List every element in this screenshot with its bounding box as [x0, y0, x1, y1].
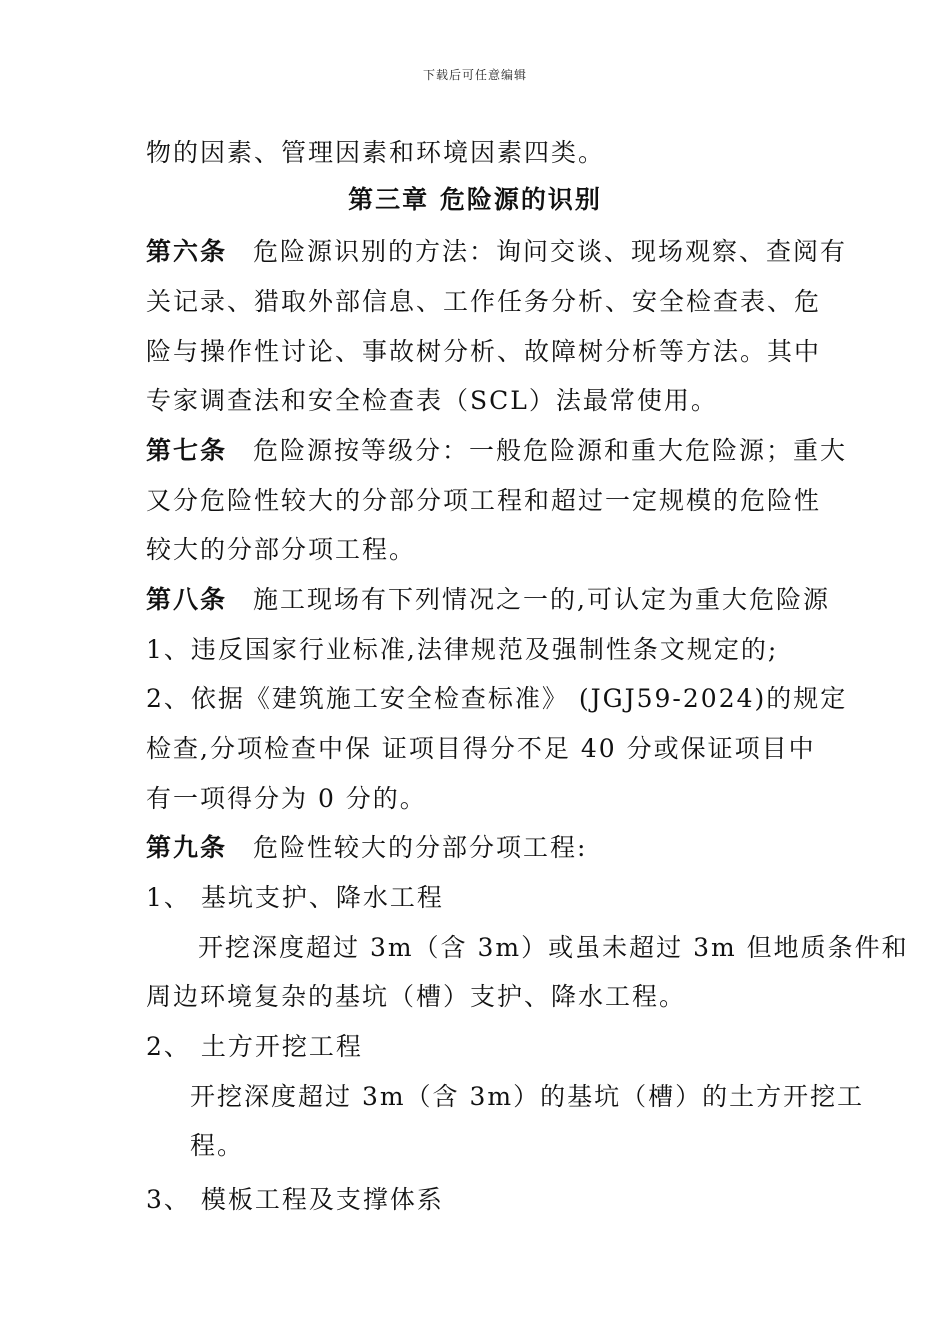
article-8-line-4: 检查,分项检查中保 证项目得分不足 40 分或保证项目中	[146, 734, 816, 763]
article-8-label: 第八条	[146, 585, 228, 614]
article-8-text: 施工现场有下列情况之一的,可认定为重大危险源	[253, 585, 830, 614]
article-6-text: 危险源识别的方法：询问交谈、现场观察、查阅有	[253, 237, 848, 266]
item-2-line-1: 开挖深度超过 3m（含 3m）的基坑（槽）的土方开挖工	[190, 1082, 865, 1111]
item-1-heading: 1、 基坑支护、降水工程	[146, 883, 444, 912]
item-3-heading: 3、 模板工程及支撑体系	[146, 1185, 444, 1214]
item-2-line-2: 程。	[190, 1131, 245, 1160]
article-6-line-3: 险与操作性讨论、事故树分析、故障树分析等方法。其中	[146, 337, 822, 366]
article-7-line-1	[146, 434, 847, 468]
page-header: 下载后可任意编辑	[422, 68, 527, 82]
article-7-text: 危险源按等级分：一般危险源和重大危险源；重大	[253, 436, 848, 465]
article-8-line-3: 2、依据《建筑施工安全检查标准》 (JGJ59-2024)的规定	[146, 684, 848, 713]
article-7-line-2: 又分危险性较大的分部分项工程和超过一定规模的危险性	[146, 486, 822, 515]
article-9-line-1	[146, 831, 587, 865]
continuation-line: 物的因素、管理因素和环境因素四类。	[146, 138, 606, 167]
article-6-line-1	[146, 235, 847, 269]
article-9-intro: 危险性较大的分部分项工程:	[253, 833, 588, 862]
item-2-heading: 2、 土方开挖工程	[146, 1032, 363, 1061]
article-6-line-4: 专家调查法和安全检查表（SCL）法最常使用。	[146, 386, 718, 415]
article-6-line-2: 关记录、猎取外部信息、工作任务分析、安全检查表、危	[146, 287, 822, 316]
article-9-label: 第九条	[146, 833, 228, 862]
chapter-title: 第三章 危险源的识别	[348, 185, 602, 214]
article-8-line-5: 有一项得分为 0 分的。	[146, 784, 427, 813]
article-8-line-1	[146, 583, 830, 617]
item-1-line-1: 开挖深度超过 3m（含 3m）或虽未超过 3m 但地质条件和	[198, 933, 909, 962]
article-7-line-3: 较大的分部分项工程。	[146, 535, 417, 564]
item-1-line-2: 周边环境复杂的基坑（槽）支护、降水工程。	[146, 982, 687, 1011]
article-8-line-2: 1、违反国家行业标准,法律规范及强制性条文规定的;	[146, 635, 779, 664]
article-6-label: 第六条	[146, 237, 228, 266]
article-7-label: 第七条	[146, 436, 228, 465]
